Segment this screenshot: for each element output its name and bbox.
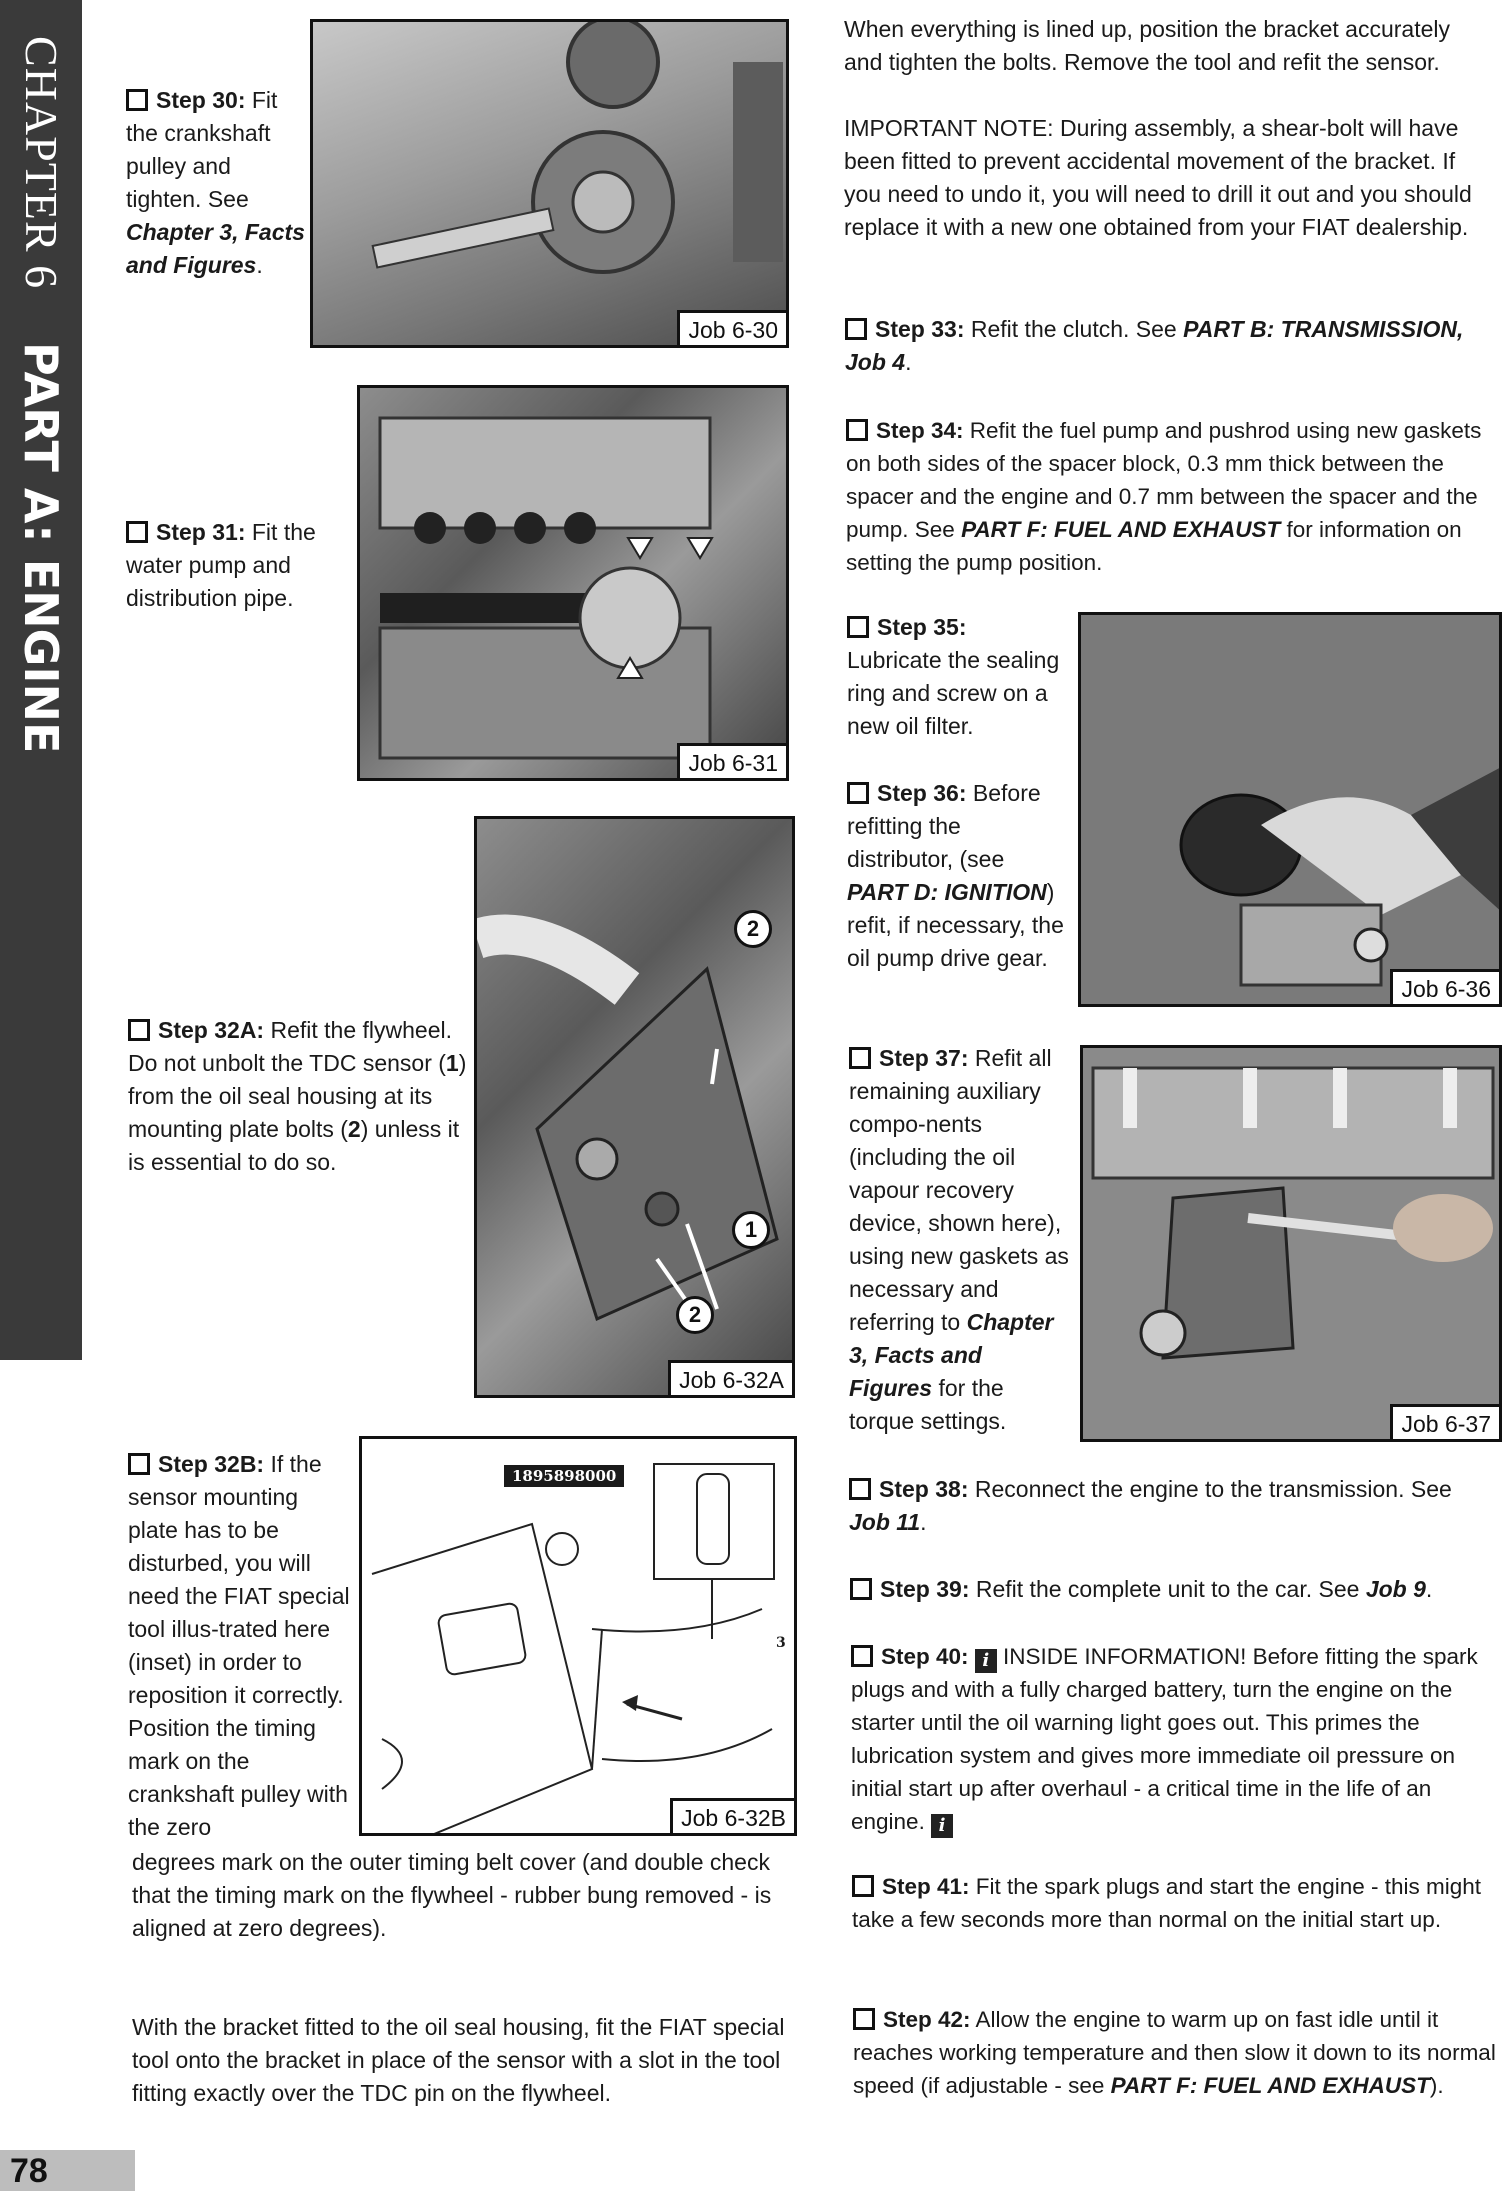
step-text-end: ) refit, if necessary, the oil pump drive gear. — [847, 879, 1064, 971]
step-label: Step 35: — [877, 614, 967, 640]
callout-number-1: 1 — [445, 1050, 459, 1076]
part-number-label: 1895898000 — [504, 1465, 624, 1487]
step-text: Refit the flywheel. Do not unbolt the TDC sensor ( — [128, 1017, 453, 1076]
step-reference: PART F: FUEL AND EXHAUST — [1110, 2073, 1430, 2098]
inside-information-end-icon: i — [931, 1814, 953, 1838]
chapter-sidebar — [0, 0, 82, 1360]
step-text: Refit the fuel pump and pushrod using new gaskets on both sides of the spacer block, 0.3 mm thick between the spacer and the engine and 0.7 mm between the spacer and the pump. See — [846, 418, 1482, 542]
bracket-positioning-text — [844, 13, 1484, 79]
step-label: Step 40: — [881, 1644, 969, 1669]
engine-pulley-illustration — [313, 22, 789, 348]
checkbox-icon — [851, 1645, 873, 1667]
step-text: Refit the complete unit to the car. See — [969, 1576, 1366, 1602]
step-38 — [849, 1473, 1499, 1539]
callout-1: 1 — [732, 1211, 770, 1249]
step-text-end: for the torque settings. — [849, 1375, 1007, 1434]
step-reference: PART F: FUEL AND EXHAUST — [961, 517, 1281, 542]
step-label: Step 34: — [876, 418, 964, 443]
step-text-end: . — [256, 252, 263, 278]
checkbox-icon — [847, 782, 869, 804]
step-reference: Chapter 3, Facts and Figures — [126, 219, 305, 278]
checkbox-icon — [847, 616, 869, 638]
step-text: Before refitting the distributor, (see — [847, 780, 1041, 872]
step-text-middle: ) from the oil seal housing at its mounting plate bolts ( — [128, 1050, 467, 1142]
checkbox-icon — [849, 1478, 871, 1500]
step-text-end: ) unless it is essential to do so. — [128, 1116, 460, 1175]
important-note — [844, 112, 1494, 244]
callout-3: 3 — [776, 1635, 786, 1651]
checkbox-icon — [846, 419, 868, 441]
step-text-end: . — [905, 349, 912, 375]
drawing-job-6-32b — [359, 1436, 797, 1836]
checkbox-icon — [849, 1047, 871, 1069]
step-36 — [847, 777, 1069, 975]
step-label: Step 38: — [879, 1476, 969, 1502]
step-39 — [850, 1573, 1500, 1606]
tdc-sensor-illustration — [477, 819, 795, 1398]
step-33 — [845, 313, 1495, 379]
oil-filter-illustration — [1081, 615, 1502, 1007]
step-text: Fit the crankshaft pulley and tighten. See — [126, 87, 278, 212]
step-37 — [849, 1042, 1071, 1438]
sidebar-title — [6, 36, 76, 753]
figure-caption: Job 6-30 — [677, 310, 786, 345]
step-text-end: . — [1425, 1576, 1433, 1602]
step-reference: PART D: IGNITION — [847, 879, 1047, 905]
step-reference: Job 9 — [1365, 1576, 1426, 1602]
step-text: Fit the spark plugs and start the engine - this might take a few seconds more than normal on the initial start up. — [852, 1874, 1482, 1932]
callout-number-2: 2 — [347, 1116, 361, 1142]
step-35 — [847, 611, 1067, 743]
photo-job-6-30 — [310, 19, 789, 348]
callout-2-bottom: 2 — [676, 1296, 714, 1334]
step-label: Step 30: — [156, 87, 246, 113]
photo-job-6-31 — [357, 385, 789, 781]
checkbox-icon — [126, 521, 148, 543]
inside-information-icon: i — [975, 1649, 997, 1673]
oil-vapour-device-illustration — [1083, 1048, 1502, 1442]
checkbox-icon — [128, 1453, 150, 1475]
step-text: Fit the water pump and distribution pipe. — [126, 519, 316, 611]
step-32b-continued — [132, 1846, 797, 1945]
part-label: PART A: ENGINE — [14, 341, 68, 754]
figure-caption: Job 6-31 — [677, 743, 786, 778]
callout-2-top: 2 — [734, 910, 772, 948]
step-label: Step 42: — [883, 2007, 971, 2032]
checkbox-icon — [845, 318, 867, 340]
step-32b — [128, 1448, 354, 1844]
step-text: Lubricate the sealing ring and screw on a new oil filter. — [847, 647, 1060, 739]
step-text-end: ). — [1429, 2073, 1444, 2098]
photo-job-6-32a — [474, 816, 795, 1398]
special-tool-drawing — [362, 1439, 797, 1836]
step-text-continued: degrees mark on the outer timing belt cover (and double check that the timing mark on the flywheel - rubber bung removed - is aligned at zero degrees). — [132, 1849, 772, 1941]
step-text: Refit all remaining auxiliary compo-nents (including the oil vapour recovery device, shown here), using new gaskets as necessary and referring to — [849, 1045, 1069, 1335]
step-reference: Job 11 — [849, 1509, 921, 1535]
step-31 — [126, 516, 348, 615]
step-text-paragraph: When everything is lined up, position the bracket accurately and tighten the bolts. Remove the tool and refit the sensor. — [844, 16, 1450, 75]
step-label: Step 32B: — [158, 1451, 265, 1477]
step-42 — [853, 2003, 1503, 2102]
step-text: Allow the engine to warm up on fast idle until it reaches working temperature and then slow it down to its normal speed (if adjustable - see — [853, 2007, 1496, 2098]
step-30 — [126, 84, 306, 282]
step-reference: PART B: TRANSMISSION, Job 4 — [845, 316, 1464, 375]
step-reference: Chapter 3, Facts and Figures — [849, 1309, 1054, 1401]
checkbox-icon — [850, 1578, 872, 1600]
figure-caption: Job 6-36 — [1390, 969, 1499, 1004]
step-label: Step 41: — [882, 1874, 970, 1899]
step-34 — [846, 414, 1496, 579]
step-text: Reconnect the engine to the transmission. See — [968, 1476, 1452, 1502]
step-text-end: . — [920, 1509, 927, 1535]
photo-job-6-36 — [1078, 612, 1502, 1007]
step-label: Step 31: — [156, 519, 246, 545]
step-label: Step 32A: — [158, 1017, 265, 1043]
checkbox-icon — [126, 89, 148, 111]
checkbox-icon — [128, 1019, 150, 1041]
important-note-text: IMPORTANT NOTE: During assembly, a shear-bolt will have been fitted to prevent accidental movement of the bracket. If you need to undo it, you will need to drill it out and you should replace it with a new one obtained from your FIAT dealership. — [844, 115, 1472, 240]
step-text-end: for information on setting the pump position. — [846, 517, 1462, 575]
figure-caption: Job 6-32A — [668, 1360, 792, 1395]
step-41 — [852, 1870, 1502, 1936]
step-label: Step 33: — [875, 316, 965, 342]
step-text: INSIDE INFORMATION! Before fitting the spark plugs and with a fully charged battery, turn the engine on the starter until the oil warning light goes out. This primes the lubrication system and gives more immediate oil pressure on initial start up after overhaul - a critical time in the life of an engine. — [851, 1644, 1478, 1834]
chapter-label: CHAPTER 6 — [16, 36, 67, 290]
step-40 — [851, 1640, 1501, 1838]
figure-caption: Job 6-32B — [670, 1798, 794, 1833]
step-label: Step 37: — [879, 1045, 969, 1071]
engine-block-illustration — [360, 388, 789, 781]
checkbox-icon — [853, 2008, 875, 2030]
step-32b-tool-fitting — [132, 2011, 797, 2110]
checkbox-icon — [852, 1875, 874, 1897]
step-label: Step 36: — [877, 780, 967, 806]
step-label: Step 39: — [880, 1576, 970, 1602]
step-text-paragraph: With the bracket fitted to the oil seal housing, fit the FIAT special tool onto the bracket in place of the sensor with a slot in the tool fitting exactly over the TDC pin on the flywheel. — [132, 2014, 785, 2106]
step-text: Refit the clutch. See — [964, 316, 1184, 342]
photo-job-6-37 — [1080, 1045, 1502, 1442]
step-text: If the sensor mounting plate has to be disturbed, you will need the FIAT special tool illus-trated here (inset) in order to reposition it correctly. Position the timing mark on the crankshaft pulley with the zero — [128, 1451, 350, 1840]
page-number: 78 — [10, 2152, 48, 2190]
step-32a — [128, 1014, 468, 1179]
figure-caption: Job 6-37 — [1390, 1404, 1499, 1439]
